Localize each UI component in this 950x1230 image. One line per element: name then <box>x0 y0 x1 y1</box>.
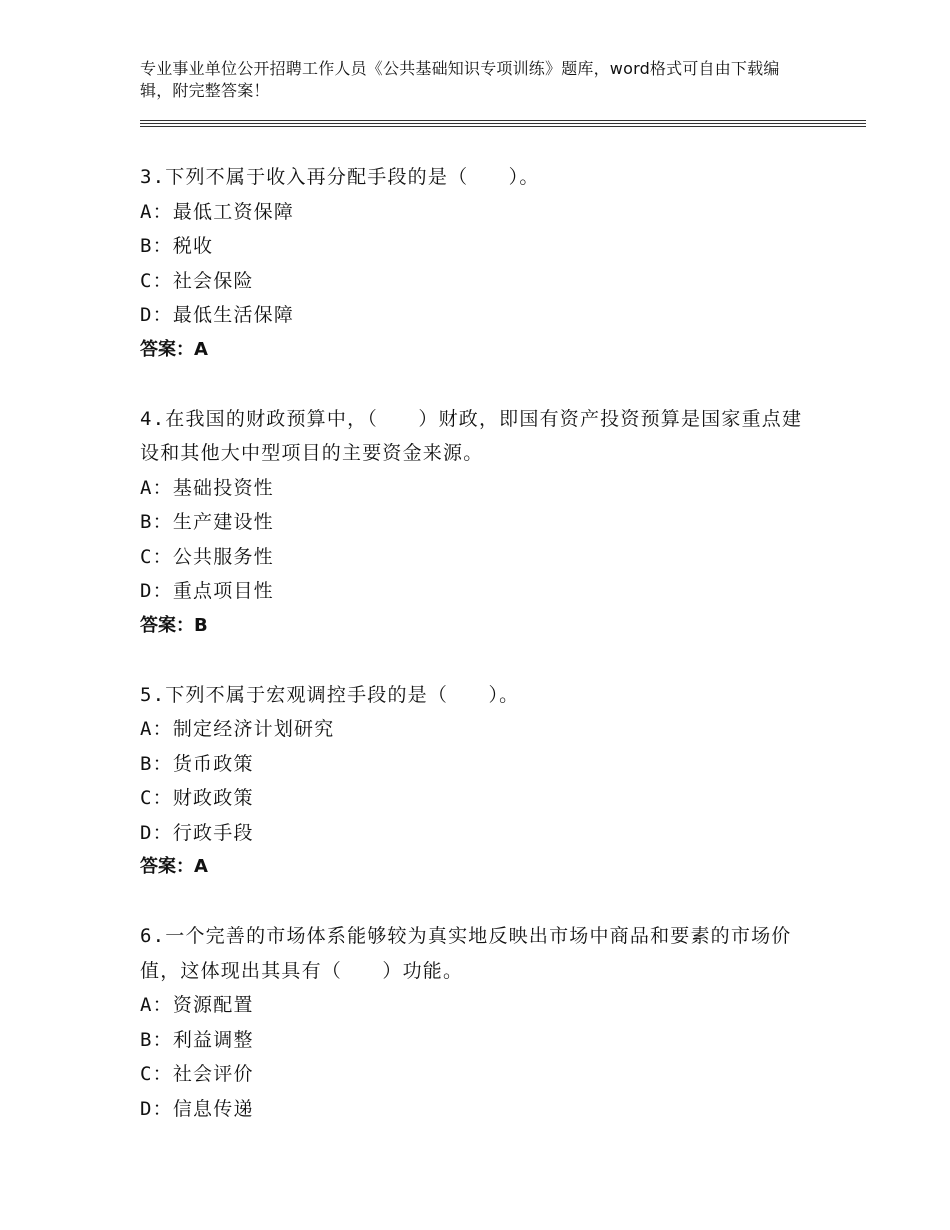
question-stem: 5.下列不属于宏观调控手段的是（ ）。 <box>140 683 520 706</box>
answer-line: 答案：A <box>140 856 208 877</box>
question-spacer <box>140 367 820 402</box>
question-5 <box>140 678 820 885</box>
option-d: D：最低生活保障 <box>140 304 295 326</box>
option-c: C：公共服务性 <box>140 545 274 568</box>
option-d: D：信息传递 <box>140 1097 254 1120</box>
option-a: A：制定经济计划研究 <box>140 718 335 740</box>
option-b: B：利益调整 <box>140 1028 254 1051</box>
question-spacer <box>140 885 820 920</box>
question-stem: 6.一个完善的市场体系能够较为真实地反映出市场中商品和要素的市场价值，这体现出其具有（ ）功能。 <box>140 925 792 982</box>
header-divider <box>140 120 866 127</box>
question-spacer <box>140 643 820 678</box>
option-a: A：最低工资保障 <box>140 200 295 223</box>
option-b: B：税收 <box>140 235 214 257</box>
answer-line: 答案：B <box>140 614 208 636</box>
question-6 <box>140 919 820 1126</box>
header-divider-line <box>140 123 866 124</box>
question-3 <box>140 160 820 367</box>
header-divider-line <box>140 120 866 121</box>
question-stem: 4.在我国的财政预算中，（ ）财政，即国有资产投资预算是国家重点建设和其他大中型项目的主要资金来源。 <box>140 407 803 464</box>
option-a: A：基础投资性 <box>140 476 274 499</box>
answer-line: 答案：A <box>140 338 208 360</box>
document-header-title: 专业事业单位公开招聘工作人员《公共基础知识专项训练》题库，word格式可自由下载编辑，附完整答案！ <box>140 59 780 100</box>
option-c: C：财政政策 <box>140 787 254 809</box>
option-c: C：社会评价 <box>140 1063 254 1085</box>
option-d: D：行政手段 <box>140 821 254 844</box>
option-a: A：资源配置 <box>140 994 254 1016</box>
question-list <box>140 160 820 1126</box>
header-divider-line <box>140 126 866 127</box>
option-b: B：生产建设性 <box>140 511 274 533</box>
option-b: B：货币政策 <box>140 752 254 775</box>
question-4 <box>140 402 820 644</box>
option-c: C：社会保险 <box>140 269 254 292</box>
question-stem: 3.下列不属于收入再分配手段的是（ ）。 <box>140 166 540 188</box>
option-d: D：重点项目性 <box>140 580 274 602</box>
